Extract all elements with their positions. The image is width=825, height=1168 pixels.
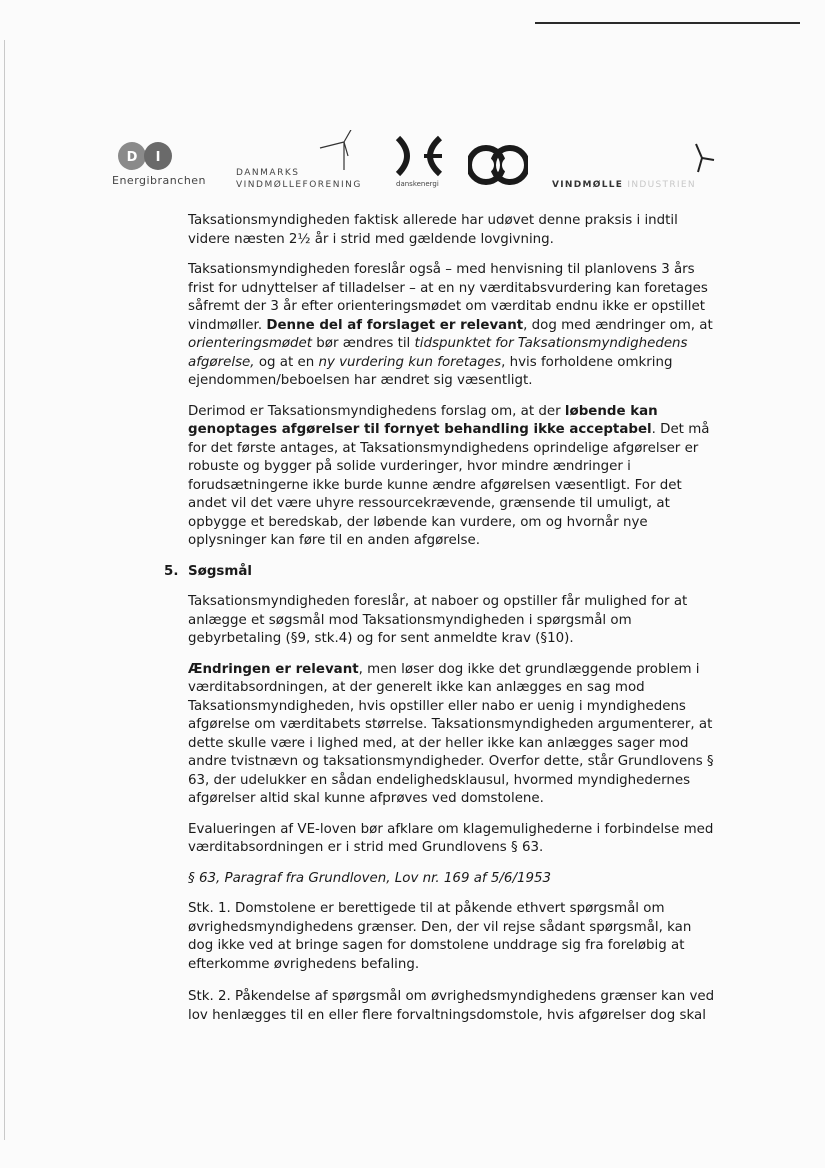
danskenergi-label: danskenergi [396,180,439,188]
p3-text-2: . Det må for det første antages, at Taksationsmyndighedens oprindelige afgørelser er robuste og bygger på solide vurderinger, hvor mindre ændringer i forudsætningerne ikke burde kunne ændre afgørelsen væsentligt. For det andet vil det være uhyre ressourcekrævende, grænsende til umuligt, at opbygge et beredskab, der løbende kan vurdere, om og hvornår nye oplysninger kan føre til en anden afgørelse. [188,422,710,548]
p3-text-1: Derimod er Taksationsmyndighedens forslag om, at der [188,403,565,419]
dvf-label-line2: VINDMØLLEFORENING [236,180,362,190]
p5-text-1: , men løser dog ikke det grundlæggende problem i værditabsordningen, at der generelt ikke kan anlægges en sag mod Taksationsmyndigheden, hvis opstiller eller nabo er uenig i myndighedens afgørelse om værditabets størrelse. Taksationsmyndigheden argumenterer, at dette skulle være i lighed med, at der heller ikke kan anlægges sager mod andre tvistnævn og taksationsmyndigheder. Overfor dette, står Grundlovens § 63, der udelukker en sådan endelighedsklausul, hvormed myndighedernes afgørelser altid skal kunne afprøves ved domstolene. [188,661,714,806]
p2-bold-1: Denne del af forslaget er relevant [266,317,524,333]
energibranchen-logo [112,140,206,187]
paragraph-8: Stk. 1. Domstolene er berettigede til at påkende ethvert spørgsmål om øvrighedsmyndighedens grænser. Den, der vil rejse sådant spørgsmål, kan dog ikke ved at bringe sagen for domstolene unddrage sig fra foreløbig at efterkomme øvrighedens befaling. [188,901,692,972]
paragraph-6: Evalueringen af VE-loven bør afklare om klagemulighederne i forbindelse med værditabsordningen er i strid med Grundlovens § 63. [188,821,714,855]
section-5-heading [164,563,718,582]
energibranchen-emblem-icon [112,140,178,172]
logo-bar [112,130,732,200]
vindmolle-label [552,180,696,190]
p2-italic-3: ny vurdering kun foretages [318,354,502,370]
danskenergi-logo [390,134,446,188]
p2-italic-2: tidspunktet for Taksationsmyndighedens afgørelse, [188,336,688,370]
seal-emblem-icon [468,140,528,190]
turbine-blade-icon [552,136,732,176]
paragraph-9: Stk. 2. Påkendelse af spørgsmål om øvrighedsmyndighedens grænser kan ved lov henlægges til en eller flere forvaltningsdomstole, hvis afgørelser dog skal [188,989,715,1023]
dvf-label-line1: DANMARKS [236,168,300,178]
section-title: Søgsmål [188,563,252,579]
p2-text-2: , dog med ændringer om, at [523,317,713,333]
svg-text:I: I [155,150,161,165]
seal-logo [468,140,528,190]
paragraph-1: Taksationsmyndigheden faktisk allerede har udøvet denne praksis i indtil videre næsten 2½ år i strid med gældende lovgivning. [188,213,678,247]
paragraph-4: Taksationsmyndigheden foreslår, at naboer og opstiller får mulighed for at anlægge et søgsmål mod Taksationsmyndigheden i spørgsmål om gebyrbetaling (§9, stk.4) og for sent anmeldte krav (§10). [188,594,688,646]
wind-turbine-icon [236,130,356,170]
danskenergi-emblem-icon [390,134,446,178]
scan-edge [4,40,5,1140]
p5-bold-1: Ændringen er relevant [188,661,359,677]
paragraph-7: § 63, Paragraf fra Grundloven, Lov nr. 169 af 5/6/1953 [188,870,552,886]
svg-text:D: D [126,150,138,165]
p2-text-1: Taksationsmyndigheden foreslår også – med henvisning til planlovens 3 års frist for udnyttelser af tilladelser – at en ny værditabsvurdering kan foretages såfremt der 3 år efter orienteringsmødet om værditab endnu ikke er opstillet vindmøller. [188,262,708,333]
header-rule [535,22,800,24]
document-body [164,212,718,1037]
p2-italic-1: orienteringsmødet [188,336,313,351]
energibranchen-label: Energibranchen [112,174,207,187]
p3-bold-1: løbende kan genoptages afgørelser til fornyet behandling ikke acceptabel [188,403,658,437]
section-number: 5. [164,563,179,579]
p2-text-4: og at en [254,354,319,370]
paragraph-3 [188,403,718,551]
p2-text-5: , hvis forholdene omkring ejendommen/beboelsen har ændret sig væsentligt. [188,354,673,388]
paragraph-5 [188,661,718,809]
p2-text-3: bør ændres til [312,336,415,351]
vindmolle-label-main: VINDMØLLE [552,180,624,190]
paragraph-2 [188,261,718,391]
vindmolle-label-faded: INDUSTRIEN [627,180,696,190]
